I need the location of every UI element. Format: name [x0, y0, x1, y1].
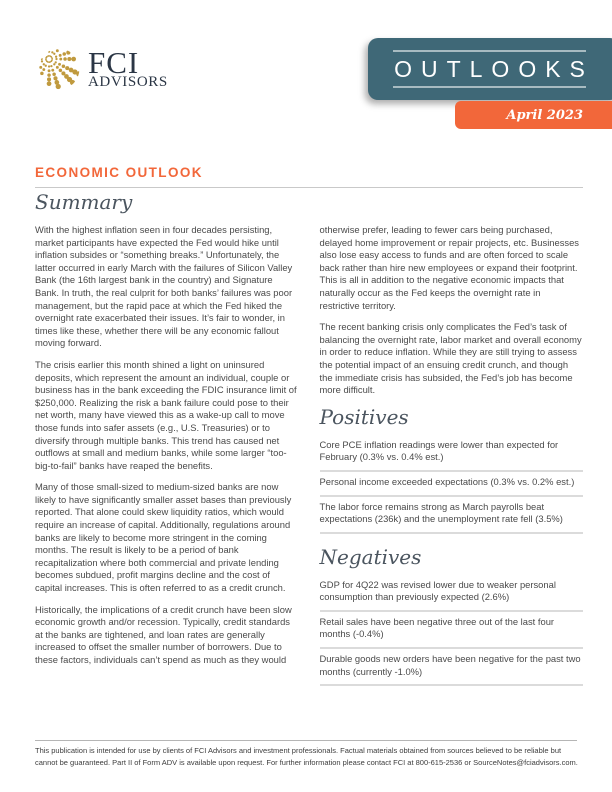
brand-wordmark: [88, 47, 168, 90]
positives-heading: Positives: [319, 404, 409, 429]
summary-heading: Summary: [35, 190, 133, 214]
negatives-heading: Negatives: [319, 544, 422, 569]
banner-title: OUTLOOKS: [394, 56, 594, 82]
section-title: ECONOMIC OUTLOOK: [35, 165, 203, 180]
negatives-item: Retail sales have been negative three out of the last four months (-0.4%): [320, 612, 584, 649]
article-body: [35, 224, 583, 686]
banner-top-rule: [393, 50, 586, 52]
body-paragraph: otherwise prefer, leading to fewer cars being purchased, delayed home improvement or repair projects, etc. Businesses also lose easy access to funds and are often forced to scale back rather than hire new employees or expand their footprint. This is all in addition to the negative economic impacts that naturally occur as the Fed keeps the overnight rate in restrictive territory.: [319, 224, 579, 311]
fci-globe-icon: [37, 47, 81, 91]
brand-subname: ADVISORS: [88, 74, 168, 90]
fci-logo: [37, 47, 168, 91]
positives-item: The labor force remains strong as March payrolls beat expectations (236k) and the unemployment rate fell (3.5%): [320, 497, 584, 534]
right-column: [320, 224, 584, 686]
body-paragraph: The recent banking crisis only complicates the Fed’s task of balancing the overnight rate, labor market and overall economy in order to reduce inflation. While they are still trying to assess the potential impact of an ensuing credit crunch, and though the immediate crisis has subsided, the Fed’s job has become more difficult.: [319, 321, 582, 396]
positives-list: [320, 435, 584, 534]
negatives-item: Durable goods new orders have been negative for the past two months (currently -1.0%): [320, 649, 584, 686]
disclaimer-text: This publication is intended for use by clients of FCI Advisors and investment professionals. Factual materials obtained from sources believed to be reliable but cannot be guaranteed. Part II of Form ADV is available upon request. For further information please contact FCI at 800-615-2536 or SourceNotes@fciadvisors.com.: [35, 746, 578, 767]
section-divider: [35, 187, 583, 188]
banner-bottom-rule: [393, 86, 586, 88]
body-paragraph: Many of those small-sized to medium-sized banks are now likely to have significantly smaller asset bases than previously reported. That alone could skew liquidity ratios, which would require an increase of capital. Additionally, regulations around banks are likely to become more stringent in the coming months. The result is likely to be a period of bank recapitalization where both commercial and private lending becomes subdued, profit margins decline and the cost of capital increases. This is often referred to as a credit crunch.: [35, 481, 292, 594]
negatives-item: GDP for 4Q22 was revised lower due to weaker personal consumption than previously expected (2.6%): [320, 575, 584, 612]
negatives-list: [320, 575, 584, 687]
outlooks-banner: [368, 38, 612, 100]
body-paragraph: With the highest inflation seen in four decades persisting, market participants have expected the Fed would hike until inflation subsides or “something breaks.” Unfortunately, the latter occurred in early March with the failures of Silicon Valley Bank (the 16th largest bank in the country) and Signature Bank. In truth, the real culprit for both banks’ failures was poor management, but the rapid pace at which the Fed hiked the overnight rate exacerbated their issues. It’s fair to wonder, in times like these, whether there will be any economic fallout moving forward.: [35, 224, 293, 349]
issue-date: April 2023: [506, 107, 583, 123]
positives-item: Core PCE inflation readings were lower than expected for February (0.3% vs. 0.4% est.): [320, 435, 584, 472]
body-paragraph: The crisis earlier this month shined a light on uninsured deposits, which represent the amount an individual, couple or business has in the bank exceeding the FDIC insurance limit of $250,000. Realizing the risk a bank failure could pose to their net worth, many have viewed this as a wake-up call to move those funds into safer assets (e.g., U.S. Treasuries) or to diversify through multiple banks. This trend has caused net outflows at small and medium banks, while some larger “too-big-to-fail” banks have reaped the benefits.: [35, 358, 297, 471]
body-paragraph: Historically, the implications of a credit crunch have been slow economic growth and/or recession. Typically, credit standards at the banks are tightened, and loan rates are generally increased to offset the smaller number of borrowers. Due to these factors, individuals can’t spend as much as they would: [35, 603, 292, 665]
brand-name: FCI: [88, 45, 140, 80]
issue-date-banner: [455, 101, 612, 129]
positives-item: Personal income exceeded expectations (0.3% vs. 0.2% est.): [320, 472, 584, 497]
footer-divider: [35, 740, 577, 741]
left-column: [35, 224, 299, 686]
